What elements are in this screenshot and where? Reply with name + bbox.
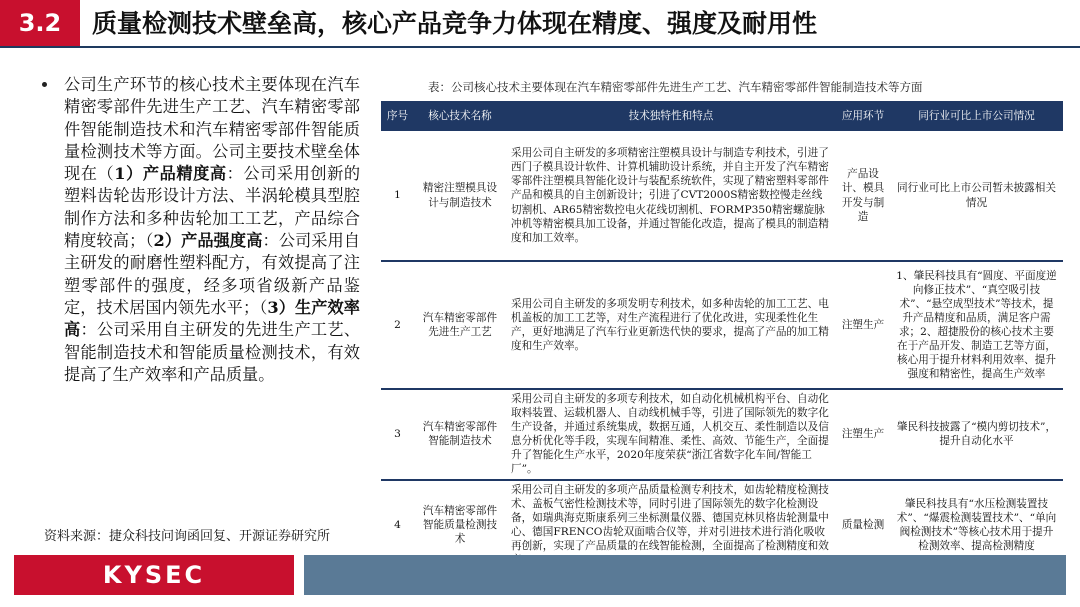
section-number: 3.2 — [0, 0, 80, 46]
col-header-no: 序号 — [381, 101, 414, 131]
cell-peer: 1、肇民科技具有“圆度、平面度逆向修正技术”、“真空吸引技术”、“悬空成型技术”等技术，提升产品精度和品质，满足客户需求；2、超捷股份的核心技术主要在于产品开发、制造工艺等方面，核心用于提升材料利用效率、提升强度和精密性，提高生产效率 — [890, 261, 1063, 389]
cell-name: 汽车精密零部件智能制造技术 — [414, 389, 506, 480]
cell-peer: 肇民科技具有“水压检测装置技术”、“爆震检测装置技术”、“单向阀检测技术”等核心技术用于提升检测效率、提高检测精度 — [890, 480, 1063, 571]
page-title: 质量检测技术壁垒高，核心产品竞争力体现在精度、强度及耐用性 — [92, 9, 818, 38]
col-header-peer: 同行业可比上市公司情况 — [890, 101, 1063, 131]
core-tech-table — [381, 101, 1063, 571]
col-header-use: 应用环节 — [836, 101, 890, 131]
highlight-precision: 1）产品精度高 — [114, 164, 227, 184]
table-header-row — [381, 101, 1063, 131]
cell-use: 质量检测 — [836, 480, 890, 571]
summary-bullet — [40, 74, 360, 386]
cell-no: 4 — [381, 480, 414, 571]
summary-part-3: ：公司采用自主研发的耐磨性塑料配方，有效提高了注塑零部件的强度，经多项省级新产品鉴定，技术居国内领先水平；（ — [64, 231, 360, 317]
table-row — [381, 261, 1063, 389]
cell-use: 注塑生产 — [836, 261, 890, 389]
footer-bar — [304, 555, 1066, 595]
col-header-feature: 技术独特性和特点 — [506, 101, 836, 131]
cell-use: 注塑生产 — [836, 389, 890, 480]
summary-part-2: ：公司采用创新的塑料齿轮齿形设计方法、半涡轮模具型腔制作方法和多种齿轮加工工艺，产品综合精度较高；（ — [64, 164, 361, 251]
kysec-logo: KYSEC — [14, 555, 294, 595]
cell-feature: 采用公司自主研发的多项产品质量检测专利技术，如齿轮精度检测技术、盖板气密性检测技术等，同时引进了国际领先的数字化检测设备，如瑞典海克斯康系列三坐标测量仪器、德国克林贝格齿轮测量中心、德国FRENCO齿轮双面啮合仪等，并对引进技术进行消化吸收再创新，实现了产品质量的在线智能检测，全面提高了检测精度和效 — [506, 480, 836, 571]
cell-peer: 同行业可比上市公司暂未披露相关情况 — [890, 131, 1063, 261]
bullet-dot-icon — [42, 82, 47, 87]
highlight-efficiency: 3）生产效率高 — [64, 297, 360, 340]
cell-name: 汽车精密零部件先进生产工艺 — [414, 261, 506, 389]
table-row — [381, 131, 1063, 261]
cell-no: 1 — [381, 131, 414, 261]
cell-no: 3 — [381, 389, 414, 480]
col-header-name: 核心技术名称 — [414, 101, 506, 131]
cell-feature: 采用公司自主研发的多项精密注塑模具设计与制造专利技术，引进了西门子模具设计软件、计算机辅助设计系统，并自主开发了汽车精密零部件注塑模具智能化设计与装配系统软件，实现了精密塑料零部件产品和模具的自主创新设计；引进了CVT2000S精密数控慢走丝线切割机、AR65精密数控电火花线切割机、FORMP350精密螺旋脉冲机等精密模具加工设备，并通过智能化改造，提高了模具的制造精度和加工效率。 — [506, 131, 836, 261]
cell-no: 2 — [381, 261, 414, 389]
table-caption: 表：公司核心技术主要体现在汽车精密零部件先进生产工艺、汽车精密零部件智能制造技术等方面 — [428, 80, 923, 94]
table-row — [381, 389, 1063, 480]
cell-name: 汽车精密零部件智能质量检测技术 — [414, 480, 506, 571]
cell-use: 产品设计、模具开发与制造 — [836, 131, 890, 261]
footer — [14, 555, 1066, 595]
summary-text — [64, 74, 360, 386]
summary-part-1: 公司生产环节的核心技术主要体现在汽车精密零部件先进生产工艺、汽车精密零部件智能制造技术和汽车精密零部件智能质量检测技术等方面。公司主要技术壁垒体现在（ — [64, 75, 360, 184]
highlight-strength: 2）产品强度高 — [153, 231, 263, 251]
summary-part-4: ：公司采用自主研发的先进生产工艺、智能制造技术和智能质量检测技术，有效提高了生产效率和产品质量。 — [64, 320, 361, 384]
cell-feature: 采用公司自主研发的多项发明专利技术，如多种齿轮的加工工艺、电机盖板的加工工艺等，对生产流程进行了优化改进，实现柔性化生产，更好地满足了汽车行业更新迭代快的要求，提高了产品的加工精度和生产效率。 — [506, 261, 836, 389]
cell-name: 精密注塑模具设计与制造技术 — [414, 131, 506, 261]
cell-peer: 肇民科技披露了“模内剪切技术”，提升自动化水平 — [890, 389, 1063, 480]
source-note: 资料来源：捷众科技问询函回复、开源证券研究所 — [44, 529, 331, 544]
cell-feature: 采用公司自主研发的多项专利技术，如自动化机械机构平台、自动化取料装置、运载机器人、自动线机械手等，引进了国际领先的数字化生产设备，并通过系统集成，数据互通，人机交互、柔性制造以及信息分析优化等手段，实现车间精准、柔性、高效、节能生产，全面提升了智能化生产水平，2020年度荣获“浙江省数字化车间/智能工厂”。 — [506, 389, 836, 480]
header-divider — [0, 46, 1080, 48]
